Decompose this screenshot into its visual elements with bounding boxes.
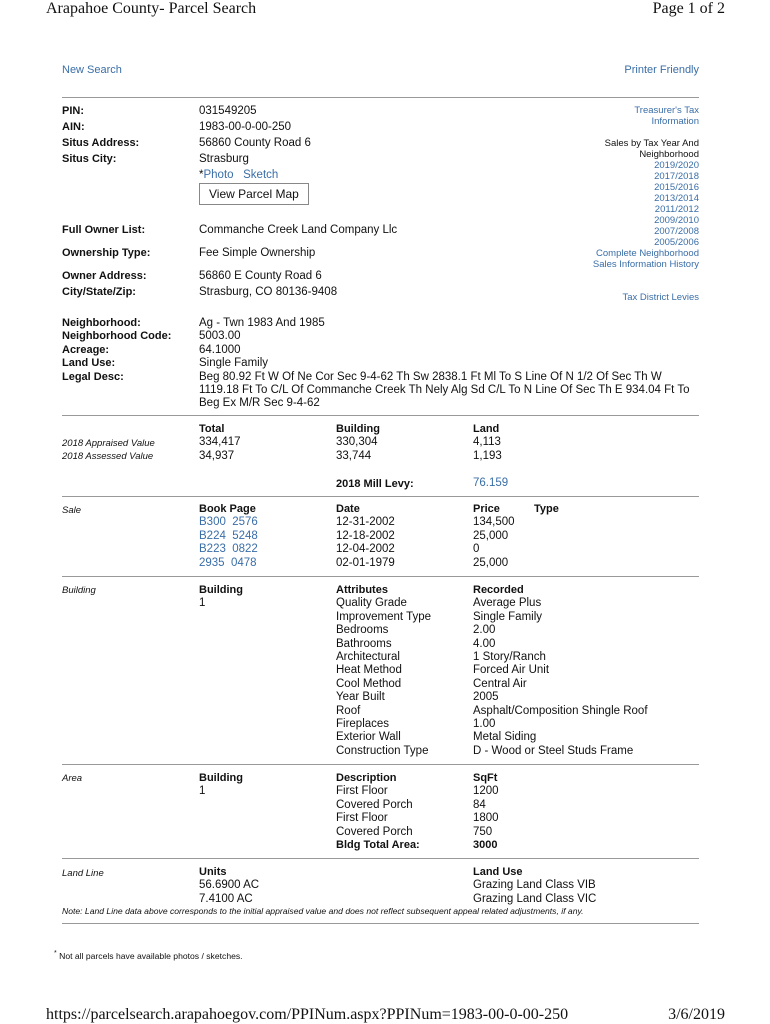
print-page-title: Arapahoe County- Parcel Search [46,0,257,17]
sales-year-link[interactable]: 2011/2012 [654,204,699,215]
attribute-name: Year Built [336,691,385,704]
date-header: Date [336,503,360,515]
sale-date: 12-18-2002 [336,529,395,542]
divider [62,576,699,577]
building-number: 1 [199,597,206,610]
building-header: Building [336,423,380,435]
pin-value: 031549205 [199,105,257,117]
attribute-name: Cool Method [336,677,402,690]
land-line-use-column [473,866,596,906]
recorded-value: 1 Story/Ranch [473,651,546,664]
tax-district-levies-link[interactable]: Tax District Levies [622,292,699,303]
owner-address-label: Owner Address: [62,270,147,282]
full-owner-label: Full Owner List: [62,224,146,236]
attribute-name: Exterior Wall [336,731,401,744]
photo-sketch-links [199,167,311,183]
area-building-header: Building [199,772,243,784]
book-page-header: Book Page [199,503,256,515]
appraised-building: 330,304 [336,436,378,449]
sales-year-link[interactable]: 2017/2018 [654,171,699,182]
building-number-column [199,584,243,611]
valuation-row-labels [62,437,155,464]
land-units: 7.4100 AC [199,892,253,905]
mill-levy-label: 2018 Mill Levy: [336,478,414,490]
owner-address-value: 56860 E County Road 6 [199,270,322,282]
sale-date-column [336,503,395,570]
valuation-land-column [473,423,502,463]
attribute-name: Heat Method [336,664,402,677]
treasurer-tax-link-line2: Information [651,116,699,127]
recorded-value: Metal Siding [473,731,537,744]
attribute-name: Quality Grade [336,597,407,610]
photo-link[interactable]: Photo [203,169,234,181]
sketch-link[interactable]: Sketch [243,169,279,181]
price-header: Price [473,503,500,515]
sale-date: 02-01-1979 [336,556,395,569]
area-sqft: 750 [473,825,493,838]
sales-year-link[interactable]: 2013/2014 [654,193,699,204]
divider [62,858,699,859]
area-building-number: 1 [199,785,206,798]
sale-price-column [473,503,515,570]
units-header: Units [199,866,227,878]
sqft-header: SqFt [473,772,498,784]
sales-year-link[interactable]: 2015/2016 [654,182,699,193]
area-sqft: 1200 [473,785,499,798]
divider [62,415,699,416]
area-description: Covered Porch [336,825,413,838]
assessed-building: 33,744 [336,449,372,462]
area-building-column [199,772,243,799]
recorded-value: Single Family [473,610,543,623]
recorded-value: 2005 [473,691,499,704]
book-page-link[interactable]: B223 0822 [199,543,258,556]
attribute-name: Fireplaces [336,718,390,731]
sale-price: 25,000 [473,556,509,569]
building-section-label: Building [62,585,96,596]
recorded-value: 1.00 [473,718,496,731]
divider [62,97,699,98]
attribute-name: Improvement Type [336,610,432,623]
acreage-value: 64.1000 [199,343,241,356]
legal-desc-line: Beg 80.92 Ft W Of Ne Cor Sec 9-4-62 Th Sw 2838.1 Ft Ml To S Line Of N 1/2 Of Sec Th W [199,370,662,383]
legal-desc-label: Legal Desc: [62,370,124,383]
sales-heading-line2: Neighborhood [639,149,699,160]
total-header: Total [199,423,225,435]
divider [62,496,699,497]
building-recorded-column [473,584,648,758]
land-line-section-label: Land Line [62,868,104,879]
area-section-label: Area [62,773,83,784]
land-line-units-column [199,866,259,906]
land-use-class: Grazing Land Class VIC [473,892,597,905]
land-labels [62,317,171,384]
area-sqft-column [473,772,499,852]
attributes-header: Attributes [336,584,388,596]
ownership-type-value: Fee Simple Ownership [199,247,316,259]
attribute-name: Bathrooms [336,637,392,650]
valuation-building-column [336,423,380,463]
parcel-values [199,103,311,183]
sale-price: 25,000 [473,529,509,542]
situs-address-value: 56860 County Road 6 [199,137,311,149]
land-header: Land [473,423,500,435]
land-use-label: Land Use: [62,357,116,370]
recorded-value: Asphalt/Composition Shingle Roof [473,704,648,717]
area-sqft: 1800 [473,812,499,825]
neighborhood-code-label: Neighborhood Code: [62,330,172,343]
bldg-total-area-value: 3000 [473,839,498,852]
book-page-link[interactable]: 2935 0478 [199,556,257,569]
building-attributes-column [336,584,431,758]
type-header: Type [534,503,559,515]
photo-footnote-star: * [199,169,204,181]
view-parcel-map-button[interactable]: View Parcel Map [199,183,309,205]
attribute-name: Architectural [336,651,400,664]
sales-year-link[interactable]: 2019/2020 [654,160,699,171]
attribute-name: Roof [336,704,361,717]
recorded-value: Central Air [473,677,527,690]
legal-desc-line: Beg Ex M/R Sec 9-4-62 [199,397,320,410]
building-header: Building [199,584,243,596]
city-state-zip-value: Strasburg, CO 80136-9408 [199,286,338,298]
print-page-number: Page 1 of 2 [652,0,725,17]
appraised-land: 4,113 [473,436,501,449]
neighborhood-label: Neighborhood: [62,317,141,329]
acreage-label: Acreage: [62,343,110,356]
ain-label: AIN: [62,121,85,133]
pin-label: PIN: [62,105,84,117]
new-search-link[interactable]: New Search [62,64,122,76]
complete-neighborhood-link[interactable] [593,248,699,270]
situs-address-label: Situs Address: [62,137,140,149]
assessed-land: 1,193 [473,449,502,462]
book-page-link[interactable]: B300 2576 [199,516,258,529]
treasurer-tax-link-line1: Treasurer's Tax [634,105,699,116]
assessed-value-label: 2018 Assessed Value [62,451,154,463]
footnote-text: Not all parcels have available photos / sketches. [56,950,243,961]
land-values [199,317,690,411]
appraised-total: 334,417 [199,436,241,449]
bldg-total-area-label: Bldg Total Area: [336,839,420,852]
full-owner-value: Commanche Creek Land Company Llc [199,224,398,236]
sale-section-label: Sale [62,505,82,516]
area-description-column [336,772,420,852]
land-units: 56.6900 AC [199,879,260,892]
ownership-type-label: Ownership Type: [62,247,151,259]
legal-desc-line: 1119.18 Ft To C/L Of Commanche Creek Th Nely Alg Sd C/L To N Line Of Sec Th E 934.04 Ft To [199,384,690,397]
situs-city-value: Strasburg [199,153,249,165]
recorded-value: 4.00 [473,637,496,650]
assessed-total: 34,937 [199,449,235,462]
sale-date: 12-31-2002 [336,516,395,529]
print-date: 3/6/2019 [668,1006,725,1023]
area-description: Covered Porch [336,798,413,811]
sales-year-link[interactable]: 2007/2008 [654,226,699,237]
footnote-star: * [54,950,57,957]
book-page-link[interactable]: B224 5248 [199,529,258,542]
recorded-value: Average Plus [473,597,542,610]
recorded-value: 2.00 [473,624,496,637]
side-links [593,105,699,303]
land-use-value: Single Family [199,357,269,370]
area-description: First Floor [336,785,388,798]
neighborhood-code-value: 5003.00 [199,330,241,343]
attribute-name: Bedrooms [336,624,389,637]
sales-year-link[interactable]: 2009/2010 [654,215,699,226]
valuation-total-column [199,423,241,463]
printer-friendly-link[interactable]: Printer Friendly [624,64,699,76]
recorded-value: D - Wood or Steel Studs Frame [473,744,634,757]
divider [62,764,699,765]
area-sqft: 84 [473,798,486,811]
land-line-note: Note: Land Line data above corresponds to the initial appraised value and does not reflect subsequent appeal related adjustments, if any. [62,906,584,916]
treasurer-tax-link[interactable] [593,105,699,127]
sale-price: 134,500 [473,516,515,529]
sales-year-link[interactable]: 2005/2006 [654,237,699,248]
situs-city-label: Situs City: [62,153,117,165]
complete-neighborhood-line2: Sales Information History [592,259,699,270]
photo-footnote [54,950,243,961]
print-page-url: https://parcelsearch.arapahoegov.com/PPINum.aspx?PPINum=1983-00-0-00-250 [46,1006,569,1023]
attribute-name: Construction Type [336,744,429,757]
parcel-labels [62,103,139,167]
recorded-header: Recorded [473,584,524,596]
ain-value: 1983-00-0-00-250 [199,121,292,133]
city-state-zip-label: City/State/Zip: [62,286,136,298]
divider [62,923,699,924]
land-use-class: Grazing Land Class VIB [473,879,596,892]
recorded-value: Forced Air Unit [473,664,550,677]
sales-heading-line1: Sales by Tax Year And [604,138,699,149]
complete-neighborhood-line1: Complete Neighborhood [596,248,699,259]
neighborhood-value: Ag - Twn 1983 And 1985 [199,317,325,329]
appraised-value-label: 2018 Appraised Value [62,438,155,449]
sale-date: 12-04-2002 [336,543,395,556]
mill-levy-link[interactable]: 76.159 [473,477,509,489]
area-description: First Floor [336,812,388,825]
land-use-header: Land Use [473,866,523,878]
description-header: Description [336,772,397,784]
sale-book-page-column [199,503,258,570]
sale-price: 0 [473,543,480,556]
